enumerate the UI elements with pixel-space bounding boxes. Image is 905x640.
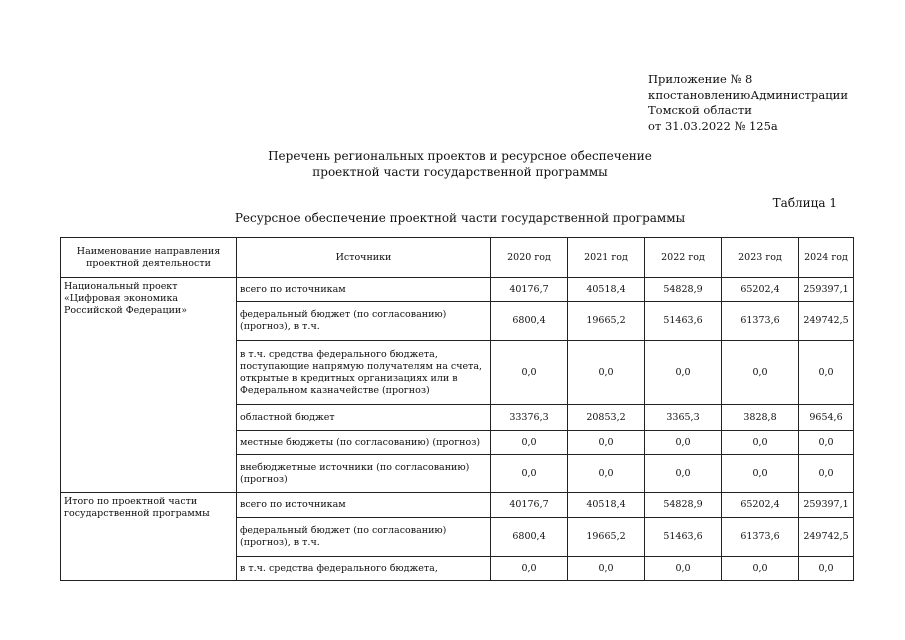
value-2024: 249742,5	[799, 518, 854, 557]
value-2020: 0,0	[491, 341, 568, 405]
value-2021: 0,0	[568, 431, 645, 455]
value-2023: 61373,6	[722, 518, 799, 557]
value-2020: 0,0	[491, 431, 568, 455]
appendix-region: Томской области	[648, 103, 752, 117]
document-title	[200, 148, 720, 180]
appendix-resolution: постановлению	[655, 87, 751, 102]
value-2022: 54828,9	[645, 493, 722, 518]
table-number: Таблица 1	[772, 196, 837, 210]
value-2020: 40176,7	[491, 493, 568, 518]
value-2021: 19665,2	[568, 302, 645, 341]
header-direction: Наименование направления проектной деятельности	[61, 238, 237, 278]
source-cell: внебюджетные источники (по согласованию) (прогноз)	[237, 455, 491, 493]
header-sources: Источники	[237, 238, 491, 278]
value-2020: 0,0	[491, 557, 568, 581]
value-2020: 40176,7	[491, 278, 568, 302]
value-2024: 0,0	[799, 431, 854, 455]
source-cell: федеральный бюджет (по согласованию) (прогноз), в т.ч.	[237, 518, 491, 557]
value-2023: 0,0	[722, 557, 799, 581]
header-2023: 2023 год	[722, 238, 799, 278]
value-2020: 0,0	[491, 455, 568, 493]
source-cell: всего по источникам	[237, 493, 491, 518]
value-2023: 0,0	[722, 455, 799, 493]
value-2022: 0,0	[645, 455, 722, 493]
document-title-line-2: проектной части государственной программы	[312, 165, 608, 179]
value-2023: 65202,4	[722, 493, 799, 518]
appendix-block	[648, 72, 848, 134]
direction-cell: Национальный проект «Цифровая экономика Российской Федерации»	[61, 278, 237, 493]
value-2023: 0,0	[722, 341, 799, 405]
value-2021: 40518,4	[568, 493, 645, 518]
value-2024: 0,0	[799, 455, 854, 493]
document-title-line-1: Перечень региональных проектов и ресурсное обеспечение	[268, 149, 652, 163]
appendix-date: от 31.03.2022 № 125а	[648, 118, 778, 133]
header-2022: 2022 год	[645, 238, 722, 278]
value-2022: 3365,3	[645, 405, 722, 431]
source-cell: местные бюджеты (по согласованию) (прогноз)	[237, 431, 491, 455]
value-2022: 51463,6	[645, 302, 722, 341]
value-2021: 19665,2	[568, 518, 645, 557]
value-2023: 65202,4	[722, 278, 799, 302]
value-2023: 61373,6	[722, 302, 799, 341]
value-2023: 3828,8	[722, 405, 799, 431]
value-2023: 0,0	[722, 431, 799, 455]
source-cell: всего по источникам	[237, 278, 491, 302]
value-2022: 54828,9	[645, 278, 722, 302]
table-caption: Ресурсное обеспечение проектной части государственной программы	[234, 211, 686, 225]
value-2024: 259397,1	[799, 278, 854, 302]
value-2022: 0,0	[645, 431, 722, 455]
source-cell: в т.ч. средства федерального бюджета, поступающие напрямую получателям на счета, открытые в кредитных организациях или в Федеральном казначействе (прогноз)	[237, 341, 491, 405]
direction-cell: Итого по проектной части государственной программы	[61, 493, 237, 581]
value-2021: 0,0	[568, 455, 645, 493]
header-2020: 2020 год	[491, 238, 568, 278]
appendix-resolution-line	[648, 88, 848, 104]
value-2021: 20853,2	[568, 405, 645, 431]
value-2022: 51463,6	[645, 518, 722, 557]
source-cell: областной бюджет	[237, 405, 491, 431]
appendix-administration: Администрации	[750, 87, 848, 102]
resource-table	[60, 237, 854, 581]
appendix-title: Приложение № 8	[648, 72, 753, 86]
value-2024: 249742,5	[799, 302, 854, 341]
value-2024: 0,0	[799, 557, 854, 581]
table-row	[61, 278, 854, 302]
value-2020: 6800,4	[491, 518, 568, 557]
source-cell: в т.ч. средства федерального бюджета,	[237, 557, 491, 581]
value-2021: 40518,4	[568, 278, 645, 302]
table-row	[61, 493, 854, 518]
header-2024: 2024 год	[799, 238, 854, 278]
value-2022: 0,0	[645, 557, 722, 581]
value-2024: 9654,6	[799, 405, 854, 431]
appendix-to: к	[648, 87, 656, 102]
value-2020: 33376,3	[491, 405, 568, 431]
table-header-row	[61, 238, 854, 278]
header-2021: 2021 год	[568, 238, 645, 278]
value-2024: 0,0	[799, 341, 854, 405]
value-2024: 259397,1	[799, 493, 854, 518]
value-2022: 0,0	[645, 341, 722, 405]
value-2021: 0,0	[568, 341, 645, 405]
value-2021: 0,0	[568, 557, 645, 581]
source-cell: федеральный бюджет (по согласованию) (прогноз), в т.ч.	[237, 302, 491, 341]
value-2020: 6800,4	[491, 302, 568, 341]
